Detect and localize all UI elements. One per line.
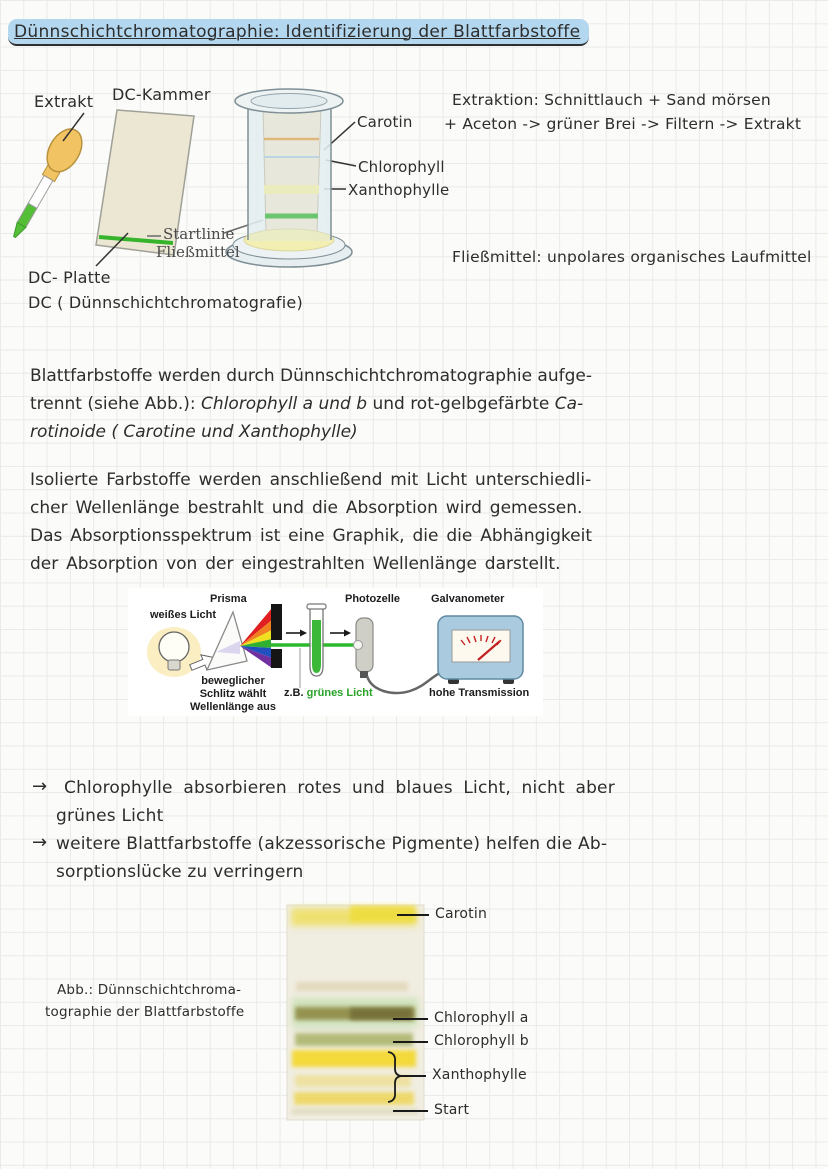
gruenes-licht-label: z.B. grünes Licht	[284, 687, 373, 699]
page-title: Dünnschichtchromatographie: Identifizierung der Blattfarbstoffe	[8, 22, 589, 42]
galvanometer-label: Galvanometer	[431, 593, 505, 605]
fliessmittel-note: Fließmittel: unpolares organisches Laufmittel	[452, 248, 812, 266]
bullet-1-line-2: grünes Licht	[56, 806, 164, 826]
chlorophyll-label: Chlorophyll	[358, 158, 445, 176]
schlitz-label: beweglicher Schlitz wählt Wellenlänge aus	[190, 675, 276, 713]
figure-caption-line-2: tographie der Blattfarbstoffe	[45, 1004, 245, 1020]
dc-kammer-label: DC-Kammer	[112, 85, 211, 104]
paragraph-1-line-2: trennt (siehe Abb.): Chlorophyll a und b und rot-gelbgefärbte Ca-	[30, 394, 584, 414]
bullet-1-line-1: Chlorophylle absorbieren rotes und blaues Licht, nicht aber	[64, 778, 615, 798]
extraktion-note-line1: Extraktion: Schnittlauch + Sand mörsen	[452, 91, 771, 109]
dc-platte-label: DC- Platte	[28, 268, 111, 287]
paragraph-1-line-1: Blattfarbstoffe werden durch Dünnschichtchromatographie aufge-	[30, 366, 592, 386]
dc-full-label: DC ( Dünnschichtchromatografie)	[28, 293, 303, 312]
bullet-2-arrow-icon: →	[32, 832, 48, 853]
chrom-carotin-label: Carotin	[435, 906, 488, 922]
chrom-chlorophyll-a-label: Chlorophyll a	[434, 1010, 529, 1026]
weisses-licht-label: weißes Licht	[150, 609, 217, 621]
paragraph-2	[30, 466, 592, 578]
chromatogram-photo	[287, 905, 424, 1120]
pipette-icon	[2, 123, 89, 245]
paragraph-2-line-2: cher Wellenlänge bestrahlt und die Absorption wird gemessen.	[30, 498, 583, 518]
bullet-2-line-2: sorptionslücke zu verringern	[56, 862, 304, 882]
chrom-start-label: Start	[434, 1102, 470, 1118]
bullet-2-line-1: weitere Blattfarbstoffe (akzessorische Pigmente) helfen die Ab-	[56, 834, 608, 854]
xanthophylle-label: Xanthophylle	[348, 181, 450, 199]
hohe-transmission-label: hohe Transmission	[429, 687, 530, 699]
paragraph-2-line-4: der Absorption von der eingestrahlten Wellenlänge darstellt.	[30, 554, 561, 574]
startlinie-label: Startlinie	[163, 225, 235, 243]
paragraph-1-line-3: rotinoide ( Carotine und Xanthophylle)	[30, 422, 358, 442]
extrakt-label: Extrakt	[34, 92, 94, 111]
paragraph-2-line-3: Das Absorptionsspektrum ist eine Graphik, die die Abhängigkeit	[30, 526, 593, 546]
paragraph-2-line-1: Isolierte Farbstoffe werden anschließend mit Licht unterschiedli-	[30, 470, 592, 490]
prisma-label: Prisma	[210, 593, 247, 605]
slit-bar	[271, 604, 282, 668]
tlc-chamber-illustration	[226, 89, 352, 267]
bullet-1-arrow-icon: →	[32, 776, 48, 797]
fliessmittel-label: Fließmittel	[156, 243, 240, 261]
figure-caption-line-1: Abb.: Dünnschichtchroma-	[57, 982, 242, 998]
chrom-xanthophylle-label: Xanthophylle	[432, 1067, 527, 1083]
extraktion-note-line2: + Aceton -> grüner Brei -> Filtern -> Extrakt	[444, 115, 802, 133]
test-tube-icon	[307, 604, 326, 676]
chrom-chlorophyll-b-label: Chlorophyll b	[434, 1033, 529, 1049]
photozelle-label: Photozelle	[345, 593, 401, 605]
carotin-label: Carotin	[357, 113, 413, 131]
galvanometer-icon	[438, 616, 523, 684]
paragraph-1	[30, 362, 592, 446]
